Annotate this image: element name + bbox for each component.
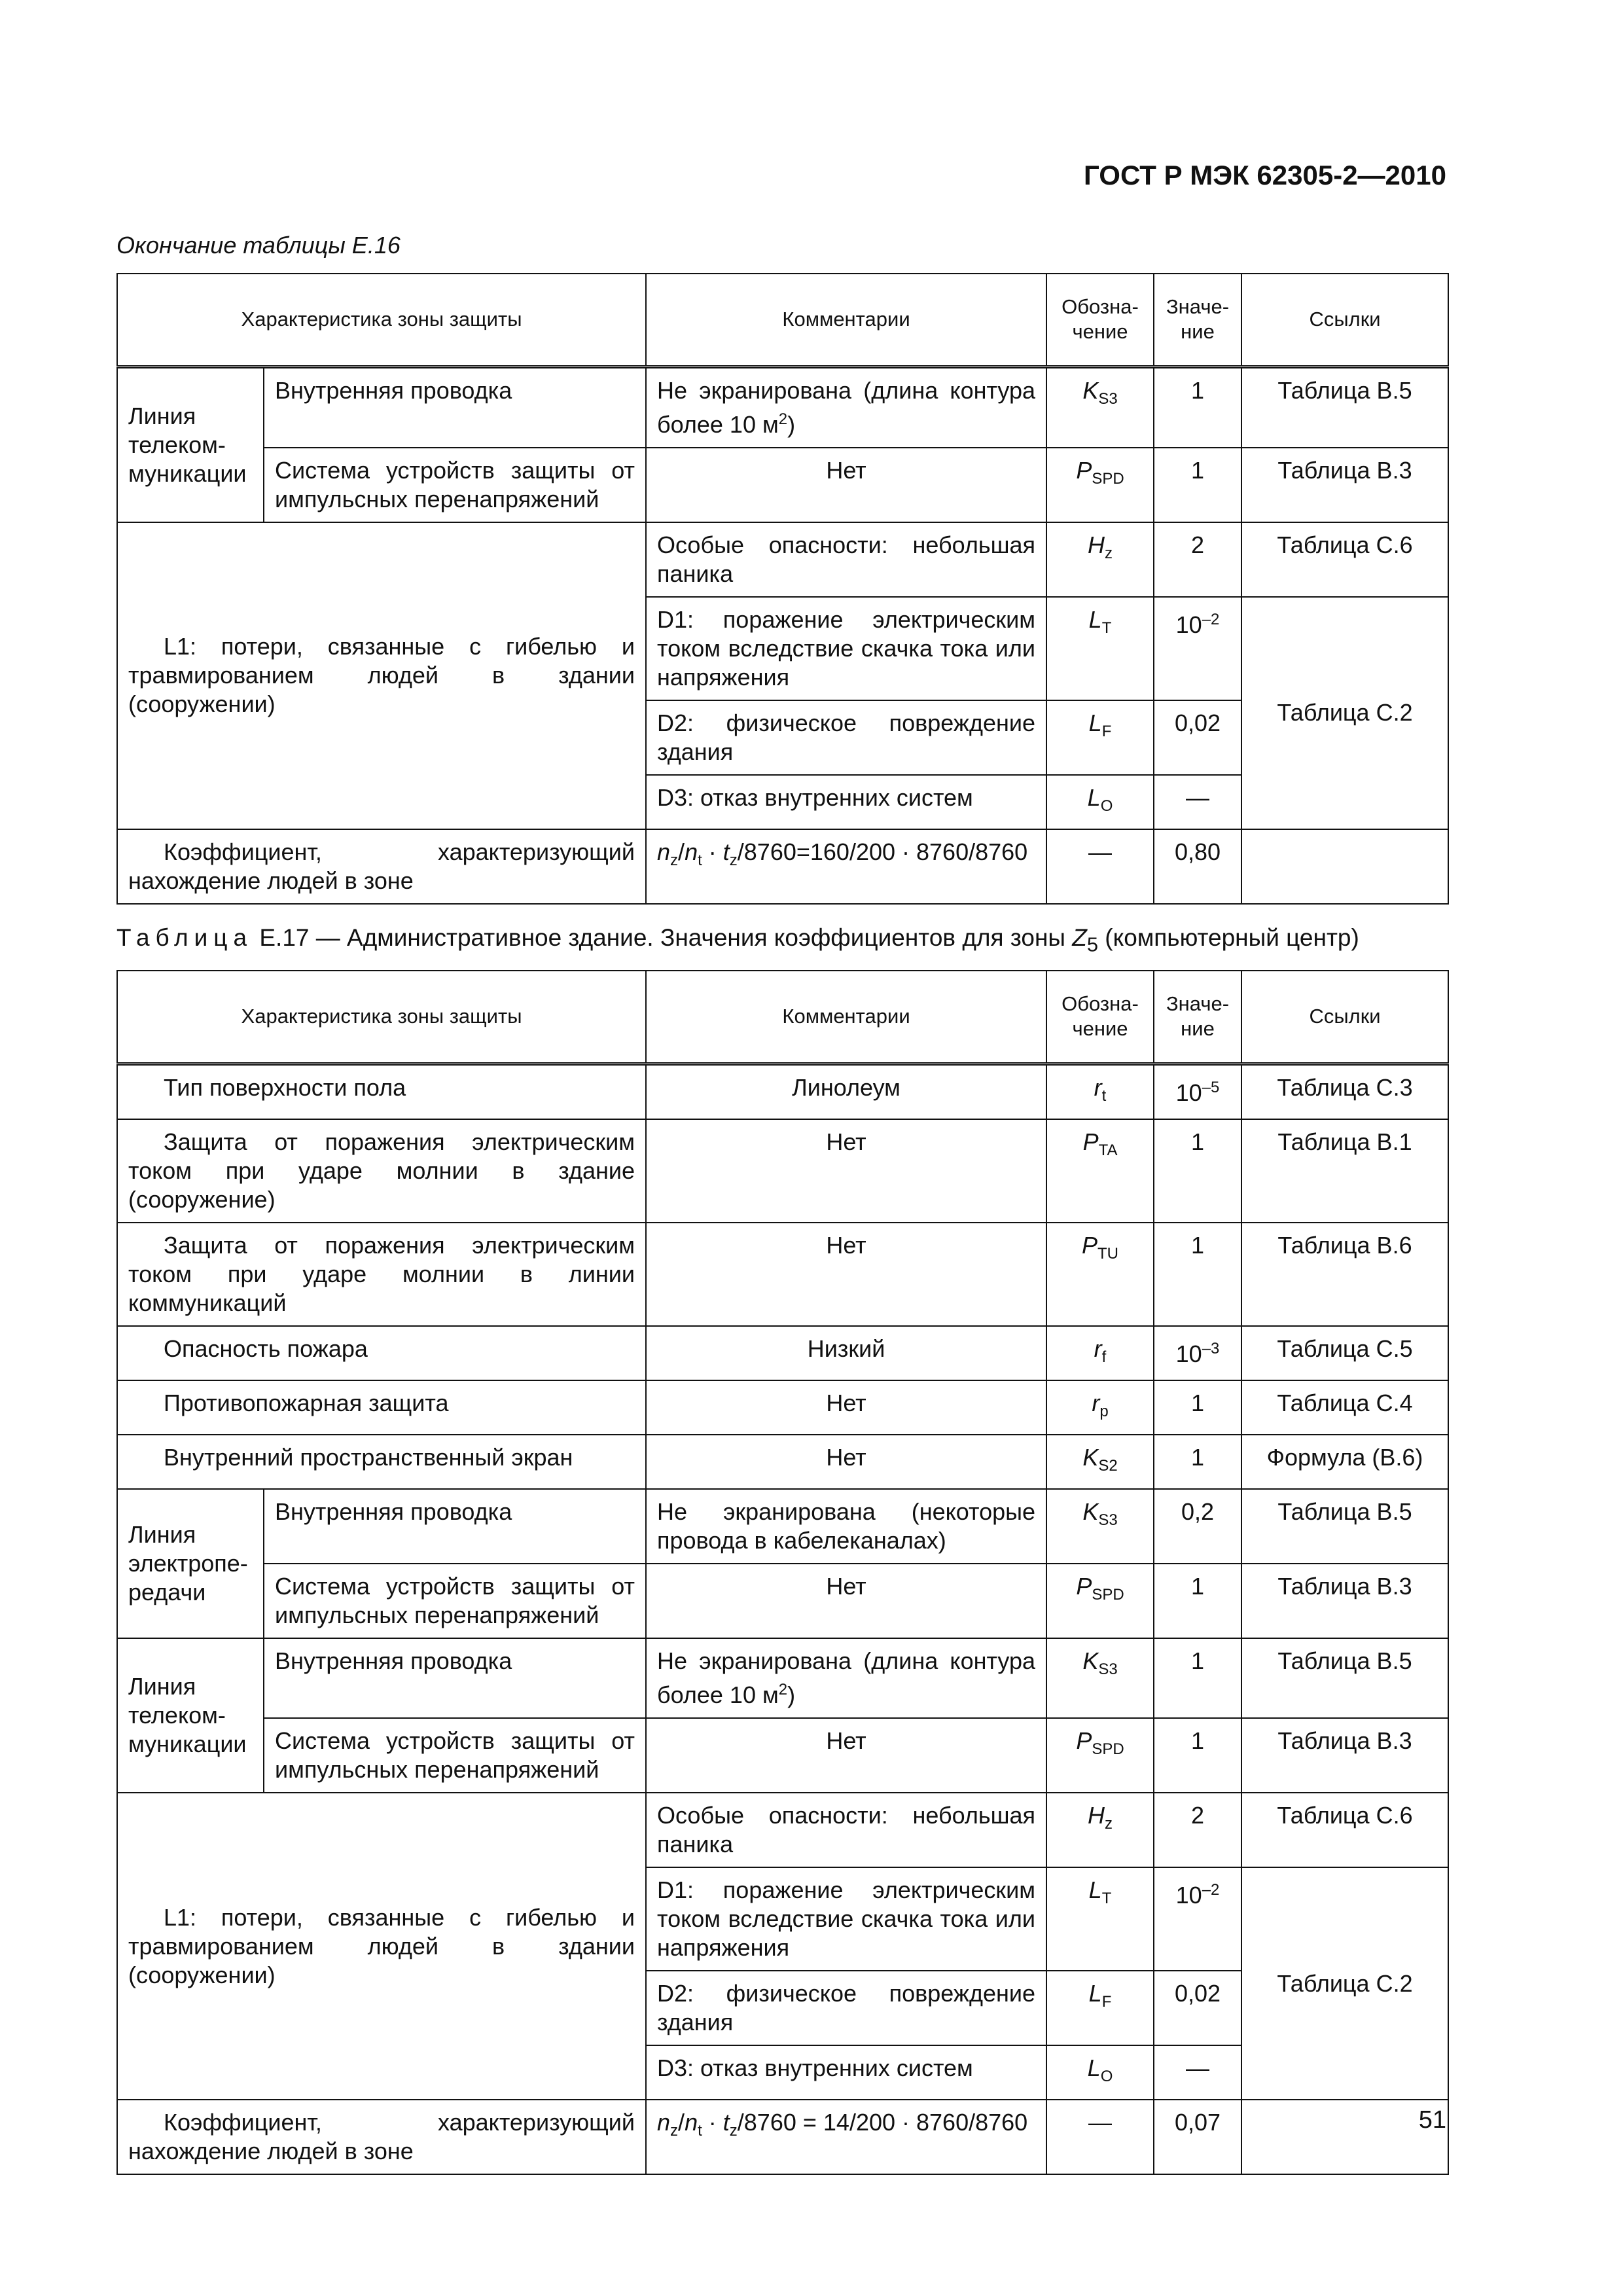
comment-cell: Не экранирована (некоторые провода в кабелеканалах)	[646, 1489, 1046, 1564]
table-row	[117, 1380, 1448, 1435]
reference-cell: Таблица В.3	[1241, 1718, 1448, 1793]
symbol-cell: $L_F$	[1046, 700, 1154, 775]
table-continuation-label: Окончание таблицы Е.16	[116, 232, 401, 259]
value-cell: 1	[1154, 1380, 1241, 1435]
reference-cell: Таблица С.3	[1241, 1064, 1448, 1119]
comment-cell: Нет	[646, 1380, 1046, 1435]
symbol-cell: —	[1046, 829, 1154, 904]
column-header-characteristic: Характеристика зоны защиты	[117, 971, 646, 1064]
characteristic-cell: Система устройств защиты от импульсных перенапряжений	[264, 1718, 646, 1793]
table-row	[117, 1119, 1448, 1223]
characteristic-cell: Система устройств защиты от импульсных перенапряжений	[264, 1564, 646, 1638]
table-row	[117, 522, 1448, 597]
characteristic-cell: Опасность пожара	[117, 1326, 646, 1380]
comment-cell: Нет	[646, 1119, 1046, 1223]
table-row	[117, 1064, 1448, 1119]
symbol-cell: $L_O$	[1046, 775, 1154, 829]
table-caption: Таблица Е.17 — Административное здание. Значения коэффициентов для зоны $Z_5$ (компьютерный центр)	[116, 924, 1359, 956]
comment-cell: Нет	[646, 448, 1046, 522]
table-row	[117, 1326, 1448, 1380]
symbol-cell: $P_{TU}$	[1046, 1223, 1154, 1326]
column-header-symbol: Обозна- чение	[1046, 971, 1154, 1064]
value-cell: —	[1154, 775, 1241, 829]
characteristic-cell: Тип поверхности пола	[117, 1064, 646, 1119]
reference-cell: Таблица В.5	[1241, 1638, 1448, 1718]
reference-cell: Таблица В.5	[1241, 1489, 1448, 1564]
table-row	[117, 1223, 1448, 1326]
value-cell: $10^{-2}$	[1154, 597, 1241, 700]
column-header-references: Ссылки	[1241, 274, 1448, 367]
comment-cell: Не экранирована (длина контура более 10 $м^2$)	[646, 367, 1046, 448]
reference-cell: Таблица В.5	[1241, 367, 1448, 448]
characteristic-cell: Внутренняя проводка	[264, 1638, 646, 1718]
comment-cell: D2: физическое повреждение здания	[646, 1971, 1046, 2045]
table-e17	[116, 970, 1449, 2175]
value-cell: 0,2	[1154, 1489, 1241, 1564]
comment-cell: D2: физическое повреждение здания	[646, 700, 1046, 775]
value-cell: 2	[1154, 522, 1241, 597]
comment-cell: Не экранирована (длина контура более 10 $м^2$)	[646, 1638, 1046, 1718]
value-cell: 1	[1154, 1638, 1241, 1718]
comment-cell: D3: отказ внутренних систем	[646, 2045, 1046, 2100]
reference-cell: Таблица В.3	[1241, 448, 1448, 522]
column-header-symbol: Обозна- чение	[1046, 274, 1154, 367]
table-row	[117, 1564, 1448, 1638]
characteristic-cell: Защита от поражения электрическим током при ударе молнии в линии коммуникаций	[117, 1223, 646, 1326]
l1-loss-group: L1: потери, связанные с гибелью и травмированием людей в здании (сооружении)	[117, 522, 646, 829]
value-cell: $10^{-5}$	[1154, 1064, 1241, 1119]
symbol-cell: $K_{S2}$	[1046, 1435, 1154, 1489]
comment-cell: Нет	[646, 1718, 1046, 1793]
symbol-cell: $r_f$	[1046, 1326, 1154, 1380]
symbol-cell: $L_T$	[1046, 597, 1154, 700]
symbol-cell: $K_{S3}$	[1046, 1638, 1154, 1718]
table-row	[117, 1638, 1448, 1718]
characteristic-cell: Коэффициент, характеризующий нахождение людей в зоне	[117, 829, 646, 904]
symbol-cell: $L_T$	[1046, 1867, 1154, 1971]
characteristic-cell: Внутренний пространственный экран	[117, 1435, 646, 1489]
telecom-line-group: Линия телеком-муникации	[117, 367, 264, 522]
reference-cell: Таблица С.2	[1241, 597, 1448, 829]
symbol-cell: $P_{SPD}$	[1046, 1718, 1154, 1793]
table-row	[117, 448, 1448, 522]
comment-cell: Особые опасности: небольшая паника	[646, 522, 1046, 597]
value-cell: 1	[1154, 1435, 1241, 1489]
reference-cell: Формула (В.6)	[1241, 1435, 1448, 1489]
column-header-references: Ссылки	[1241, 971, 1448, 1064]
telecom-line-group: Линия телеком-муникации	[117, 1638, 264, 1793]
comment-cell: $n_z/n_t \cdot t_z/8760 = 14/200 \cdot 8760/8760$	[646, 2100, 1046, 2174]
table-row	[117, 1793, 1448, 1867]
value-cell: 1	[1154, 1119, 1241, 1223]
value-cell: 2	[1154, 1793, 1241, 1867]
table-header-row	[117, 274, 1448, 367]
symbol-cell: —	[1046, 2100, 1154, 2174]
value-cell: $10^{-2}$	[1154, 1867, 1241, 1971]
reference-cell: Таблица С.6	[1241, 522, 1448, 597]
table-row	[117, 2100, 1448, 2174]
reference-cell: Таблица С.2	[1241, 1867, 1448, 2100]
column-header-comments: Комментарии	[646, 274, 1046, 367]
value-cell: 1	[1154, 1564, 1241, 1638]
value-cell: 0,07	[1154, 2100, 1241, 2174]
comment-cell: Низкий	[646, 1326, 1046, 1380]
reference-cell: Таблица С.4	[1241, 1380, 1448, 1435]
value-cell: 1	[1154, 1718, 1241, 1793]
value-cell: 0,80	[1154, 829, 1241, 904]
characteristic-cell: Коэффициент, характеризующий нахождение людей в зоне	[117, 2100, 646, 2174]
l1-loss-group: L1: потери, связанные с гибелью и травмированием людей в здании (сооружении)	[117, 1793, 646, 2100]
value-cell: 0,02	[1154, 700, 1241, 775]
column-header-value: Значе- ние	[1154, 971, 1241, 1064]
symbol-cell: $r_t$	[1046, 1064, 1154, 1119]
table-row	[117, 367, 1448, 448]
value-cell: —	[1154, 2045, 1241, 2100]
reference-cell: Таблица В.3	[1241, 1564, 1448, 1638]
power-line-group: Линия электропе-редачи	[117, 1489, 264, 1638]
symbol-cell: $K_{S3}$	[1046, 367, 1154, 448]
value-cell: 1	[1154, 1223, 1241, 1326]
value-cell: 1	[1154, 367, 1241, 448]
table-row	[117, 829, 1448, 904]
reference-cell: Таблица В.1	[1241, 1119, 1448, 1223]
symbol-cell: $P_{SPD}$	[1046, 448, 1154, 522]
comment-cell: D3: отказ внутренних систем	[646, 775, 1046, 829]
comment-cell: Линолеум	[646, 1064, 1046, 1119]
symbol-cell: $L_F$	[1046, 1971, 1154, 2045]
table-row	[117, 1435, 1448, 1489]
comment-cell: Нет	[646, 1435, 1046, 1489]
table-row	[117, 1718, 1448, 1793]
comment-cell: D1: поражение электрическим током вследствие скачка тока или напряжения	[646, 1867, 1046, 1971]
symbol-cell: $H_z$	[1046, 1793, 1154, 1867]
symbol-cell: $r_p$	[1046, 1380, 1154, 1435]
symbol-cell: $P_{TA}$	[1046, 1119, 1154, 1223]
comment-cell: Нет	[646, 1223, 1046, 1326]
comment-cell: $n_z/n_t \cdot t_z/8760=160/200 \cdot 8760/8760$	[646, 829, 1046, 904]
characteristic-cell: Защита от поражения электрическим током при ударе молнии в здание (сооружение)	[117, 1119, 646, 1223]
characteristic-cell: Противопожарная защита	[117, 1380, 646, 1435]
value-cell: 0,02	[1154, 1971, 1241, 2045]
symbol-cell: $K_{S3}$	[1046, 1489, 1154, 1564]
page-number: 51	[1418, 2106, 1446, 2134]
characteristic-cell: Внутренняя проводка	[264, 1489, 646, 1564]
column-header-value: Значе- ние	[1154, 274, 1241, 367]
comment-cell: Нет	[646, 1564, 1046, 1638]
characteristic-cell: Система устройств защиты от импульсных перенапряжений	[264, 448, 646, 522]
table-header-row	[117, 971, 1448, 1064]
reference-cell: Таблица С.5	[1241, 1326, 1448, 1380]
column-header-comments: Комментарии	[646, 971, 1046, 1064]
reference-cell: Таблица В.6	[1241, 1223, 1448, 1326]
characteristic-cell: Внутренняя проводка	[264, 367, 646, 448]
table-e16-end	[116, 273, 1449, 905]
symbol-cell: $P_{SPD}$	[1046, 1564, 1154, 1638]
symbol-cell: $H_z$	[1046, 522, 1154, 597]
table-row	[117, 1489, 1448, 1564]
column-header-characteristic: Характеристика зоны защиты	[117, 274, 646, 367]
value-cell: 1	[1154, 448, 1241, 522]
reference-cell: Таблица С.6	[1241, 1793, 1448, 1867]
reference-cell	[1241, 829, 1448, 904]
document-standard-header: ГОСТ Р МЭК 62305-2—2010	[1084, 160, 1446, 190]
comment-cell: Особые опасности: небольшая паника	[646, 1793, 1046, 1867]
symbol-cell: $L_O$	[1046, 2045, 1154, 2100]
comment-cell: D1: поражение электрическим током вследствие скачка тока или напряжения	[646, 597, 1046, 700]
value-cell: $10^{-3}$	[1154, 1326, 1241, 1380]
